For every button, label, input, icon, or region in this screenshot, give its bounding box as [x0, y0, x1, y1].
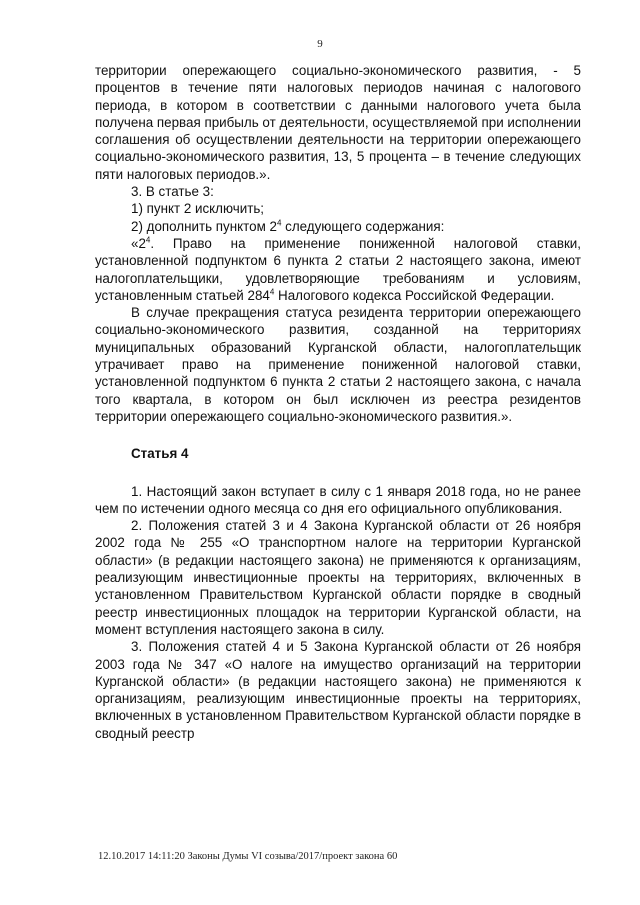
article4-paragraph-3: 3. Положения статей 4 и 5 Закона Курганской области от 26 ноября 2003 года № 347 «О налоге на имущество организаций на территории Курганской области» (в редакции настоящего закона) не применяются к организациям, реализующим инвестиционные проекты на территориях, включенных в установленном Правительством Курганской области порядке в сводный реестр: [95, 639, 581, 741]
article4-paragraph-2: 2. Положения статей 3 и 4 Закона Курганской области от 26 ноября 2002 года № 255 «О транспортном налоге на территории Курганской области» (в редакции настоящего закона) не применяются к организациям, реализующим инвестиционные проекты на территориях, включенных в установленном Правительством Курганской области порядке в сводный реестр инвестиционных площадок на территории Курганской области, на момент вступления настоящего закона в силу.: [95, 518, 581, 637]
paragraph-item2: 2) дополнить пунктом $2^4$ следующего содержания:: [131, 218, 445, 234]
paragraph-continuation: территории опережающего социально-экономического развития, - 5 процентов в течение пяти налоговых периодов начиная с налогового периода, в котором в соответствии с данными налогового учета была получена первая прибыль от деятельности, осуществляемой при исполнении соглашения об осуществлении деятельности на территории опережающего социально-экономического развития, 13, 5 процента – в течение следующих пяти налоговых периодов.».: [95, 63, 581, 182]
article-heading: Статья 4: [131, 446, 189, 462]
footer-stamp: 12.10.2017 14:11:20 Законы Думы VI созыва/2017/проект закона 60: [98, 851, 398, 862]
paragraph-termination: В случае прекращения статуса резидента территории опережающего социально-экономического развития, созданной на территориях муниципальных образований Курганской области, налогоплательщик утрачивает право на применение пониженной налоговой ставки, установленной подпунктом 6 пункта 2 статьи 2 настоящего закона, с начала того квартала, в котором он был исключен из реестра резидентов территории опережающего социально-экономического развития.».: [95, 305, 581, 424]
paragraph-new-point: «$2^4$. Право на применение пониженной налоговой ставки, установленной подпунктом 6 пункта 2 статьи 2 настоящего закона, имеют налогоплательщики, удовлетворяющие требованиям и условиям, установленным статьей $284^4$ Налогового кодекса Российской Федерации.: [95, 235, 581, 303]
paragraph-article3: 3. В статье 3:: [131, 184, 214, 200]
paragraph-item1: 1) пункт 2 исключить;: [131, 201, 265, 217]
document-body: [95, 62, 581, 742]
page-number: 9: [317, 38, 323, 50]
article4-paragraph-1: 1. Настоящий закон вступает в силу с 1 января 2018 года, но не ранее чем по истечении одного месяца со дня его официального опубликования.: [95, 483, 581, 516]
